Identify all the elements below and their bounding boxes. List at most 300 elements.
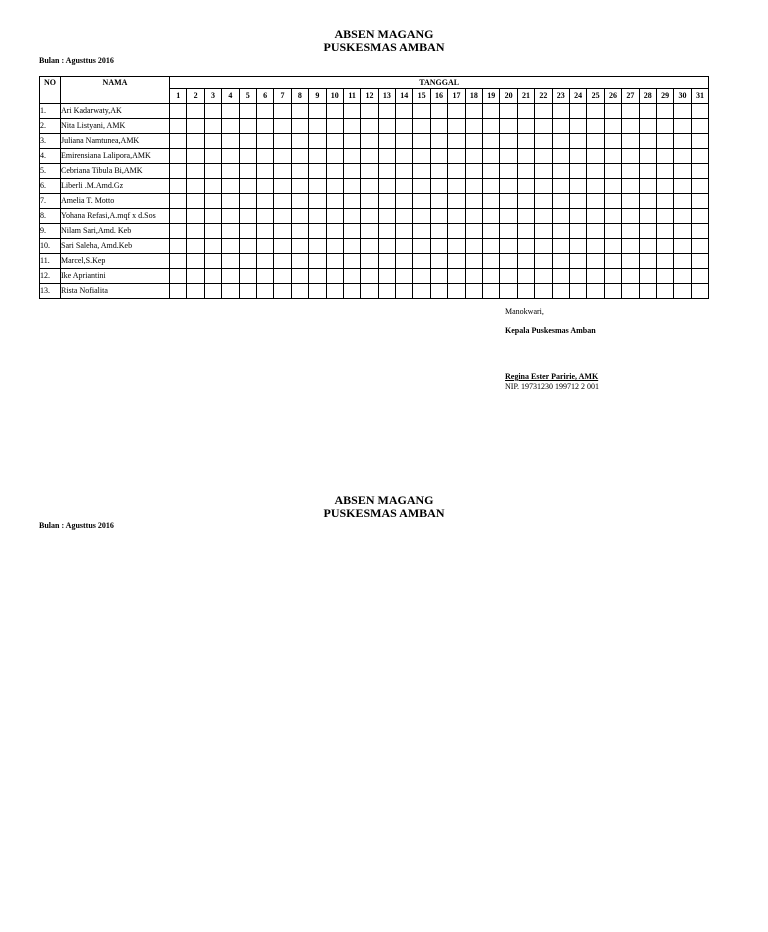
attendance-cell[interactable] — [378, 284, 395, 299]
attendance-cell[interactable] — [691, 254, 709, 269]
attendance-cell[interactable] — [170, 284, 187, 299]
attendance-cell[interactable] — [239, 194, 256, 209]
attendance-cell[interactable] — [656, 134, 673, 149]
attendance-cell[interactable] — [448, 284, 465, 299]
attendance-cell[interactable] — [465, 119, 482, 134]
attendance-cell[interactable] — [604, 209, 621, 224]
attendance-cell[interactable] — [483, 239, 500, 254]
attendance-cell[interactable] — [413, 254, 430, 269]
attendance-cell[interactable] — [430, 194, 447, 209]
attendance-cell[interactable] — [309, 194, 326, 209]
attendance-cell[interactable] — [465, 149, 482, 164]
attendance-cell[interactable] — [656, 104, 673, 119]
attendance-cell[interactable] — [691, 134, 709, 149]
attendance-cell[interactable] — [430, 269, 447, 284]
attendance-cell[interactable] — [413, 179, 430, 194]
attendance-cell[interactable] — [309, 269, 326, 284]
attendance-cell[interactable] — [239, 239, 256, 254]
attendance-cell[interactable] — [343, 134, 360, 149]
attendance-cell[interactable] — [552, 239, 569, 254]
attendance-cell[interactable] — [430, 119, 447, 134]
attendance-cell[interactable] — [535, 284, 552, 299]
attendance-cell[interactable] — [569, 209, 586, 224]
attendance-cell[interactable] — [622, 209, 639, 224]
attendance-cell[interactable] — [274, 224, 291, 239]
attendance-cell[interactable] — [309, 284, 326, 299]
attendance-cell[interactable] — [552, 209, 569, 224]
attendance-cell[interactable] — [587, 209, 604, 224]
attendance-cell[interactable] — [656, 209, 673, 224]
attendance-cell[interactable] — [535, 194, 552, 209]
attendance-cell[interactable] — [656, 119, 673, 134]
attendance-cell[interactable] — [483, 149, 500, 164]
attendance-cell[interactable] — [639, 209, 656, 224]
attendance-cell[interactable] — [517, 164, 534, 179]
attendance-cell[interactable] — [622, 224, 639, 239]
attendance-cell[interactable] — [483, 209, 500, 224]
attendance-cell[interactable] — [413, 104, 430, 119]
attendance-cell[interactable] — [604, 134, 621, 149]
attendance-cell[interactable] — [639, 194, 656, 209]
attendance-cell[interactable] — [552, 104, 569, 119]
attendance-cell[interactable] — [517, 104, 534, 119]
attendance-cell[interactable] — [291, 239, 308, 254]
attendance-cell[interactable] — [378, 179, 395, 194]
attendance-cell[interactable] — [639, 164, 656, 179]
attendance-cell[interactable] — [552, 284, 569, 299]
attendance-cell[interactable] — [326, 179, 343, 194]
attendance-cell[interactable] — [413, 194, 430, 209]
attendance-cell[interactable] — [187, 104, 204, 119]
attendance-cell[interactable] — [222, 164, 239, 179]
attendance-cell[interactable] — [569, 194, 586, 209]
attendance-cell[interactable] — [343, 269, 360, 284]
attendance-cell[interactable] — [204, 209, 221, 224]
attendance-cell[interactable] — [274, 209, 291, 224]
attendance-cell[interactable] — [274, 119, 291, 134]
attendance-cell[interactable] — [291, 179, 308, 194]
attendance-cell[interactable] — [309, 179, 326, 194]
attendance-cell[interactable] — [309, 254, 326, 269]
attendance-cell[interactable] — [483, 179, 500, 194]
attendance-cell[interactable] — [239, 179, 256, 194]
attendance-cell[interactable] — [535, 164, 552, 179]
attendance-cell[interactable] — [413, 284, 430, 299]
attendance-cell[interactable] — [465, 254, 482, 269]
attendance-cell[interactable] — [535, 179, 552, 194]
attendance-cell[interactable] — [361, 269, 378, 284]
attendance-cell[interactable] — [204, 119, 221, 134]
attendance-cell[interactable] — [396, 269, 413, 284]
attendance-cell[interactable] — [656, 269, 673, 284]
attendance-cell[interactable] — [552, 254, 569, 269]
attendance-cell[interactable] — [309, 104, 326, 119]
attendance-cell[interactable] — [448, 239, 465, 254]
attendance-cell[interactable] — [517, 269, 534, 284]
attendance-cell[interactable] — [239, 149, 256, 164]
attendance-cell[interactable] — [691, 209, 709, 224]
attendance-cell[interactable] — [552, 149, 569, 164]
attendance-cell[interactable] — [396, 224, 413, 239]
attendance-cell[interactable] — [361, 209, 378, 224]
attendance-cell[interactable] — [396, 134, 413, 149]
attendance-cell[interactable] — [326, 209, 343, 224]
attendance-cell[interactable] — [413, 164, 430, 179]
attendance-cell[interactable] — [552, 179, 569, 194]
attendance-cell[interactable] — [604, 164, 621, 179]
attendance-cell[interactable] — [430, 104, 447, 119]
attendance-cell[interactable] — [204, 254, 221, 269]
attendance-cell[interactable] — [378, 134, 395, 149]
attendance-cell[interactable] — [170, 104, 187, 119]
attendance-cell[interactable] — [413, 134, 430, 149]
attendance-cell[interactable] — [239, 134, 256, 149]
attendance-cell[interactable] — [326, 269, 343, 284]
attendance-cell[interactable] — [361, 179, 378, 194]
attendance-cell[interactable] — [674, 134, 691, 149]
attendance-cell[interactable] — [170, 254, 187, 269]
attendance-cell[interactable] — [222, 119, 239, 134]
attendance-cell[interactable] — [691, 179, 709, 194]
attendance-cell[interactable] — [587, 104, 604, 119]
attendance-cell[interactable] — [535, 269, 552, 284]
attendance-cell[interactable] — [517, 239, 534, 254]
attendance-cell[interactable] — [222, 254, 239, 269]
attendance-cell[interactable] — [656, 224, 673, 239]
attendance-cell[interactable] — [343, 209, 360, 224]
attendance-cell[interactable] — [674, 194, 691, 209]
attendance-cell[interactable] — [309, 209, 326, 224]
attendance-cell[interactable] — [465, 224, 482, 239]
attendance-cell[interactable] — [517, 284, 534, 299]
attendance-cell[interactable] — [326, 224, 343, 239]
attendance-cell[interactable] — [587, 254, 604, 269]
attendance-cell[interactable] — [239, 254, 256, 269]
attendance-cell[interactable] — [343, 239, 360, 254]
attendance-cell[interactable] — [656, 149, 673, 164]
attendance-cell[interactable] — [361, 224, 378, 239]
attendance-cell[interactable] — [639, 104, 656, 119]
attendance-cell[interactable] — [587, 134, 604, 149]
attendance-cell[interactable] — [569, 269, 586, 284]
attendance-cell[interactable] — [187, 179, 204, 194]
attendance-cell[interactable] — [535, 119, 552, 134]
attendance-cell[interactable] — [535, 134, 552, 149]
attendance-cell[interactable] — [587, 224, 604, 239]
attendance-cell[interactable] — [326, 149, 343, 164]
attendance-cell[interactable] — [552, 164, 569, 179]
attendance-cell[interactable] — [517, 149, 534, 164]
attendance-cell[interactable] — [222, 269, 239, 284]
attendance-cell[interactable] — [204, 149, 221, 164]
attendance-cell[interactable] — [256, 254, 273, 269]
attendance-cell[interactable] — [430, 224, 447, 239]
attendance-cell[interactable] — [396, 239, 413, 254]
attendance-cell[interactable] — [413, 119, 430, 134]
attendance-cell[interactable] — [622, 254, 639, 269]
attendance-cell[interactable] — [187, 269, 204, 284]
attendance-cell[interactable] — [291, 164, 308, 179]
attendance-cell[interactable] — [170, 209, 187, 224]
attendance-cell[interactable] — [674, 224, 691, 239]
attendance-cell[interactable] — [274, 179, 291, 194]
attendance-cell[interactable] — [604, 224, 621, 239]
attendance-cell[interactable] — [500, 209, 517, 224]
attendance-cell[interactable] — [256, 224, 273, 239]
attendance-cell[interactable] — [274, 194, 291, 209]
attendance-cell[interactable] — [274, 104, 291, 119]
attendance-cell[interactable] — [291, 119, 308, 134]
attendance-cell[interactable] — [204, 104, 221, 119]
attendance-cell[interactable] — [622, 284, 639, 299]
attendance-cell[interactable] — [361, 134, 378, 149]
attendance-cell[interactable] — [604, 104, 621, 119]
attendance-cell[interactable] — [204, 269, 221, 284]
attendance-cell[interactable] — [448, 149, 465, 164]
attendance-cell[interactable] — [517, 194, 534, 209]
attendance-cell[interactable] — [500, 269, 517, 284]
attendance-cell[interactable] — [326, 254, 343, 269]
attendance-cell[interactable] — [291, 104, 308, 119]
attendance-cell[interactable] — [448, 119, 465, 134]
attendance-cell[interactable] — [187, 254, 204, 269]
attendance-cell[interactable] — [587, 269, 604, 284]
attendance-cell[interactable] — [291, 224, 308, 239]
attendance-cell[interactable] — [256, 194, 273, 209]
attendance-cell[interactable] — [239, 269, 256, 284]
attendance-cell[interactable] — [500, 254, 517, 269]
attendance-cell[interactable] — [256, 164, 273, 179]
attendance-cell[interactable] — [430, 134, 447, 149]
attendance-cell[interactable] — [170, 164, 187, 179]
attendance-cell[interactable] — [343, 119, 360, 134]
attendance-cell[interactable] — [569, 134, 586, 149]
attendance-cell[interactable] — [535, 209, 552, 224]
attendance-cell[interactable] — [674, 209, 691, 224]
attendance-cell[interactable] — [413, 209, 430, 224]
attendance-cell[interactable] — [569, 149, 586, 164]
attendance-cell[interactable] — [639, 119, 656, 134]
attendance-cell[interactable] — [674, 164, 691, 179]
attendance-cell[interactable] — [291, 209, 308, 224]
attendance-cell[interactable] — [656, 239, 673, 254]
attendance-cell[interactable] — [187, 209, 204, 224]
attendance-cell[interactable] — [552, 269, 569, 284]
attendance-cell[interactable] — [343, 179, 360, 194]
attendance-cell[interactable] — [204, 194, 221, 209]
attendance-cell[interactable] — [569, 179, 586, 194]
attendance-cell[interactable] — [170, 224, 187, 239]
attendance-cell[interactable] — [622, 239, 639, 254]
attendance-cell[interactable] — [378, 119, 395, 134]
attendance-cell[interactable] — [187, 119, 204, 134]
attendance-cell[interactable] — [691, 224, 709, 239]
attendance-cell[interactable] — [204, 179, 221, 194]
attendance-cell[interactable] — [500, 104, 517, 119]
attendance-cell[interactable] — [500, 224, 517, 239]
attendance-cell[interactable] — [483, 269, 500, 284]
attendance-cell[interactable] — [622, 164, 639, 179]
attendance-cell[interactable] — [222, 149, 239, 164]
attendance-cell[interactable] — [256, 269, 273, 284]
attendance-cell[interactable] — [239, 119, 256, 134]
attendance-cell[interactable] — [517, 119, 534, 134]
attendance-cell[interactable] — [170, 149, 187, 164]
attendance-cell[interactable] — [343, 224, 360, 239]
attendance-cell[interactable] — [517, 209, 534, 224]
attendance-cell[interactable] — [343, 164, 360, 179]
attendance-cell[interactable] — [483, 284, 500, 299]
attendance-cell[interactable] — [256, 284, 273, 299]
attendance-cell[interactable] — [639, 284, 656, 299]
attendance-cell[interactable] — [326, 134, 343, 149]
attendance-cell[interactable] — [430, 254, 447, 269]
attendance-cell[interactable] — [396, 284, 413, 299]
attendance-cell[interactable] — [187, 164, 204, 179]
attendance-cell[interactable] — [674, 119, 691, 134]
attendance-cell[interactable] — [396, 194, 413, 209]
attendance-cell[interactable] — [569, 254, 586, 269]
attendance-cell[interactable] — [256, 149, 273, 164]
attendance-cell[interactable] — [674, 149, 691, 164]
attendance-cell[interactable] — [587, 284, 604, 299]
attendance-cell[interactable] — [465, 209, 482, 224]
attendance-cell[interactable] — [483, 119, 500, 134]
attendance-cell[interactable] — [448, 194, 465, 209]
attendance-cell[interactable] — [535, 254, 552, 269]
attendance-cell[interactable] — [413, 149, 430, 164]
attendance-cell[interactable] — [343, 194, 360, 209]
attendance-cell[interactable] — [552, 134, 569, 149]
attendance-cell[interactable] — [465, 194, 482, 209]
attendance-cell[interactable] — [378, 209, 395, 224]
attendance-cell[interactable] — [343, 254, 360, 269]
attendance-cell[interactable] — [587, 119, 604, 134]
attendance-cell[interactable] — [430, 149, 447, 164]
attendance-cell[interactable] — [256, 209, 273, 224]
attendance-cell[interactable] — [309, 224, 326, 239]
attendance-cell[interactable] — [396, 209, 413, 224]
attendance-cell[interactable] — [361, 194, 378, 209]
attendance-cell[interactable] — [309, 239, 326, 254]
attendance-cell[interactable] — [465, 179, 482, 194]
attendance-cell[interactable] — [413, 239, 430, 254]
attendance-cell[interactable] — [674, 239, 691, 254]
attendance-cell[interactable] — [274, 239, 291, 254]
attendance-cell[interactable] — [256, 239, 273, 254]
attendance-cell[interactable] — [465, 104, 482, 119]
attendance-cell[interactable] — [587, 164, 604, 179]
attendance-cell[interactable] — [639, 134, 656, 149]
attendance-cell[interactable] — [622, 104, 639, 119]
attendance-cell[interactable] — [378, 194, 395, 209]
attendance-cell[interactable] — [413, 269, 430, 284]
attendance-cell[interactable] — [483, 104, 500, 119]
attendance-cell[interactable] — [222, 239, 239, 254]
attendance-cell[interactable] — [535, 149, 552, 164]
attendance-cell[interactable] — [239, 284, 256, 299]
attendance-cell[interactable] — [674, 269, 691, 284]
attendance-cell[interactable] — [187, 134, 204, 149]
attendance-cell[interactable] — [622, 179, 639, 194]
attendance-cell[interactable] — [291, 134, 308, 149]
attendance-cell[interactable] — [622, 269, 639, 284]
attendance-cell[interactable] — [187, 149, 204, 164]
attendance-cell[interactable] — [343, 284, 360, 299]
attendance-cell[interactable] — [465, 284, 482, 299]
attendance-cell[interactable] — [604, 284, 621, 299]
attendance-cell[interactable] — [222, 194, 239, 209]
attendance-cell[interactable] — [187, 224, 204, 239]
attendance-cell[interactable] — [343, 104, 360, 119]
attendance-cell[interactable] — [170, 269, 187, 284]
attendance-cell[interactable] — [483, 194, 500, 209]
attendance-cell[interactable] — [656, 254, 673, 269]
attendance-cell[interactable] — [448, 179, 465, 194]
attendance-cell[interactable] — [517, 224, 534, 239]
attendance-cell[interactable] — [309, 149, 326, 164]
attendance-cell[interactable] — [204, 224, 221, 239]
attendance-cell[interactable] — [656, 179, 673, 194]
attendance-cell[interactable] — [639, 254, 656, 269]
attendance-cell[interactable] — [622, 134, 639, 149]
attendance-cell[interactable] — [378, 239, 395, 254]
attendance-cell[interactable] — [256, 179, 273, 194]
attendance-cell[interactable] — [343, 149, 360, 164]
attendance-cell[interactable] — [361, 284, 378, 299]
attendance-cell[interactable] — [691, 239, 709, 254]
attendance-cell[interactable] — [187, 194, 204, 209]
attendance-cell[interactable] — [448, 224, 465, 239]
attendance-cell[interactable] — [448, 269, 465, 284]
attendance-cell[interactable] — [170, 134, 187, 149]
attendance-cell[interactable] — [604, 179, 621, 194]
attendance-cell[interactable] — [274, 134, 291, 149]
attendance-cell[interactable] — [656, 194, 673, 209]
attendance-cell[interactable] — [274, 149, 291, 164]
attendance-cell[interactable] — [517, 179, 534, 194]
attendance-cell[interactable] — [187, 239, 204, 254]
attendance-cell[interactable] — [309, 119, 326, 134]
attendance-cell[interactable] — [569, 164, 586, 179]
attendance-cell[interactable] — [396, 179, 413, 194]
attendance-cell[interactable] — [622, 119, 639, 134]
attendance-cell[interactable] — [291, 269, 308, 284]
attendance-cell[interactable] — [587, 179, 604, 194]
attendance-cell[interactable] — [674, 284, 691, 299]
attendance-cell[interactable] — [274, 269, 291, 284]
attendance-cell[interactable] — [326, 119, 343, 134]
attendance-cell[interactable] — [448, 134, 465, 149]
attendance-cell[interactable] — [256, 119, 273, 134]
attendance-cell[interactable] — [674, 104, 691, 119]
attendance-cell[interactable] — [378, 224, 395, 239]
attendance-cell[interactable] — [535, 224, 552, 239]
attendance-cell[interactable] — [326, 194, 343, 209]
attendance-cell[interactable] — [691, 194, 709, 209]
attendance-cell[interactable] — [604, 254, 621, 269]
attendance-cell[interactable] — [500, 284, 517, 299]
attendance-cell[interactable] — [396, 119, 413, 134]
attendance-cell[interactable] — [500, 149, 517, 164]
attendance-cell[interactable] — [552, 224, 569, 239]
attendance-cell[interactable] — [378, 254, 395, 269]
attendance-cell[interactable] — [204, 239, 221, 254]
attendance-cell[interactable] — [587, 194, 604, 209]
attendance-cell[interactable] — [569, 284, 586, 299]
attendance-cell[interactable] — [204, 134, 221, 149]
attendance-cell[interactable] — [361, 254, 378, 269]
